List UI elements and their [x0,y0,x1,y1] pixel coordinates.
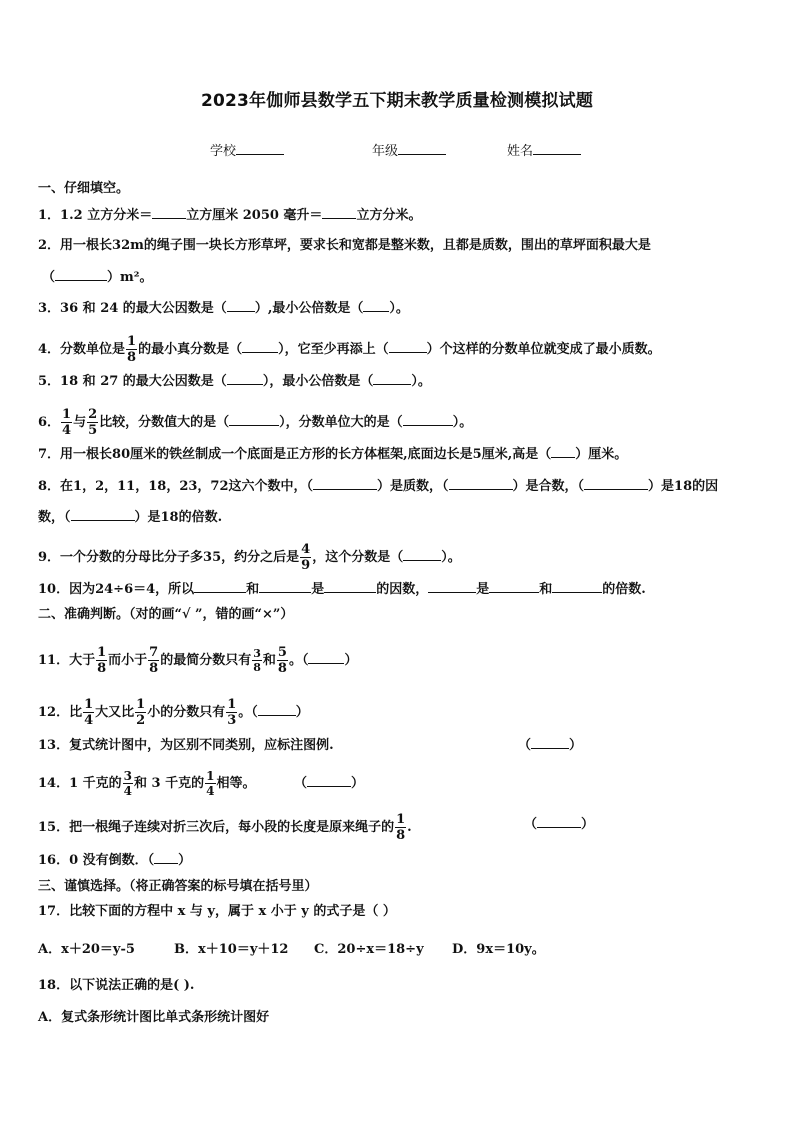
question-8-line-2 [38,508,222,528]
q11-text-b: 而小于 [108,653,148,668]
q14-blank[interactable] [307,775,351,787]
name-field[interactable] [507,140,581,159]
q13-blank[interactable] [531,737,569,749]
q8-text-d: ）是18的因 [648,479,719,494]
q4-fraction: $\frac{1}{8}$ [127,334,137,365]
q11-text-d: 和 [262,653,276,668]
question-9 [38,543,461,572]
grade-blank[interactable] [398,143,446,155]
q11-text-f: ） [344,653,358,668]
q4-blank-1[interactable] [242,341,278,353]
q6-text-c: 比较，分数值大的是（ [99,415,230,430]
q16-blank[interactable] [154,852,178,864]
question-4 [38,335,661,364]
q3-text-a: 3．36 和 24 的最大公因数是（ [38,301,227,316]
school-label: 学校 [210,144,237,159]
q1-blank-2[interactable] [322,207,356,219]
question-8-line-1 [38,477,718,497]
q4-text-a: 4．分数单位是 [38,342,126,357]
name-blank[interactable] [533,143,581,155]
question-6 [38,408,472,437]
q14-answer[interactable]: （ ） [294,776,365,791]
question-18: 18．以下说法正确的是( ). [38,978,195,993]
q9-blank[interactable] [403,549,441,561]
question-3 [38,299,409,319]
q14-fraction-2: $\frac{1}{4}$ [206,769,215,798]
q6-fraction-2: $\frac{2}{5}$ [88,407,98,438]
question-7 [38,445,627,465]
q13-answer[interactable]: （ ） [518,738,583,753]
q12-text-a: 12．比 [38,705,83,720]
q5-text-b: ），最小公倍数是（ [262,374,374,389]
q6-text-d: ），分数单位大的是（ [279,415,403,430]
q9-text-a: 9．一个分数的分母比分子多35，约分之后是 [38,550,300,565]
q4-text-c: ），它至少再添上（ [278,342,389,357]
q8-blank-4[interactable] [71,509,135,521]
q5-text-c: ）。 [411,374,431,389]
section-2-heading: 二、准确判断。（对的画“√ ”，错的画“×”） [38,607,294,622]
q8-blank-1[interactable] [313,478,377,490]
q10-blank-3[interactable] [324,581,376,593]
q1-text-a: 1．1.2 立方分米＝ [38,208,153,223]
q9-text-b: ，这个分数是（ [312,550,404,565]
q14-text-b: 和 3 千克的 [134,776,205,791]
q6-blank-2[interactable] [403,414,453,426]
q10-blank-5[interactable] [489,581,539,593]
q9-text-c: ）。 [441,550,461,565]
q17-option-c[interactable]: C．20÷x＝18÷y [314,942,424,957]
q7-text-a: 7．用一根长80厘米的铁丝制成一个底面是正方形的长方体框架,底面边长是5厘米,高是（ [38,447,552,462]
q11-blank[interactable] [308,652,344,664]
q11-fraction-4: $\frac{5}{8}$ [277,645,287,676]
q11-fraction-1: $\frac{1}{8}$ [97,645,107,676]
q17-option-a[interactable]: A．x＋20＝y-5 [38,942,135,957]
q14-text-a: 14．1 千克的 [38,776,122,791]
q6-text-e: ）。 [452,415,473,430]
q11-fraction-3: $\frac{3}{8}$ [253,647,261,674]
q10-text-f: 和 [539,582,553,597]
q7-text-b: ）厘米。 [575,447,628,462]
q1-blank-1[interactable] [152,207,186,219]
q4-blank-2[interactable] [389,341,427,353]
q10-blank-1[interactable] [194,581,246,593]
school-field[interactable] [210,140,284,159]
q12-fraction-2: $\frac{1}{2}$ [136,697,146,728]
q12-text-d: 。（ [238,705,258,720]
school-blank[interactable] [236,143,284,155]
q15-text-a: 15．把一根绳子连续对折三次后，每小段的长度是原来绳子的 [38,820,395,835]
question-16 [38,851,191,871]
q18-option-a[interactable]: A．复式条形统计图比单式条形统计图好 [38,1010,270,1025]
q11-text-a: 11．大于 [38,653,96,668]
q8-text-b: ）是质数，（ [377,479,449,494]
q3-text-b: ）,最小公倍数是（ [254,301,364,316]
q11-fraction-2: $\frac{7}{8}$ [149,645,159,676]
q8-blank-3[interactable] [584,478,648,490]
q8-text-f: ）是18的倍数. [134,510,223,525]
q10-text-a: 10．因为24÷6＝4，所以 [38,582,195,597]
q15-text-b: . [407,820,412,835]
q3-blank-2[interactable] [363,300,389,312]
q1-text-b: 立方厘米 2050 毫升＝ [186,208,323,223]
q5-blank-1[interactable] [227,373,263,385]
q4-text-d: ）个这样的分数单位就变成了最小质数。 [426,342,661,357]
q8-text-e: 数，（ [38,510,71,525]
name-label: 姓名 [507,144,534,159]
q12-text-c: 小的分数只有 [147,705,226,720]
q4-text-b: 的最小真分数是（ [138,342,243,357]
question-2-line-1: 2．用一根长32m的绳子围一块长方形草坪，要求长和宽都是整米数，且都是质数，围出的草坪面积最大是 [38,238,651,253]
q10-text-d: 的因数， [376,582,429,597]
question-11 [38,646,357,675]
q3-blank-1[interactable] [227,300,255,312]
question-5 [38,372,431,392]
q16-text-a: 16．0 没有倒数．（ [38,853,155,868]
q15-answer[interactable]: （ ） [524,817,595,832]
q5-blank-2[interactable] [373,373,411,385]
q2-blank[interactable] [55,269,107,281]
q9-fraction: $\frac{4}{9}$ [301,542,311,573]
q8-blank-2[interactable] [449,478,513,490]
grade-label: 年级 [372,144,399,159]
q6-fraction-1: $\frac{1}{4}$ [62,407,72,438]
q6-text-a: 6． [38,415,61,430]
q12-blank[interactable] [258,704,296,716]
q14-text-c: 相等。 [216,776,256,791]
q12-fraction-3: $\frac{1}{3}$ [227,697,237,728]
q11-text-e: 。（ [288,653,309,668]
q11-text-c: 的最简分数只有 [160,653,252,668]
q12-text-b: 大又比 [95,705,135,720]
section-1-heading: 一、仔细填空。 [38,181,130,196]
q12-fraction-1: $\frac{1}{4}$ [84,697,94,728]
q1-text-c: 立方分米。 [356,208,422,223]
q2-close: ）m²。 [107,270,153,285]
page-title: 2023年伽师县数学五下期末教学质量检测模拟试题 [200,91,594,111]
q10-blank-2[interactable] [259,581,311,593]
question-12 [38,698,309,727]
q15-fraction: $\frac{1}{8}$ [396,812,406,843]
question-10 [38,580,646,600]
question-13: 13．复式统计图中，为区别不同类别，应标注图例. [38,738,334,753]
q3-text-c: ）。 [389,301,409,316]
q7-blank[interactable] [551,446,575,458]
q14-fraction-1: $\frac{3}{4}$ [123,769,133,798]
q15-blank[interactable] [537,816,581,828]
q6-text-b: 与 [73,415,87,430]
section-3-heading: 三、谨慎选择。（将正确答案的标号填在括号里） [38,879,318,894]
q17-option-b[interactable]: B．x＋10＝y＋12 [174,942,289,957]
q6-blank-1[interactable] [229,414,279,426]
question-1 [38,206,421,226]
q5-text-a: 5．18 和 27 的最大公因数是（ [38,374,227,389]
question-17: 17．比较下面的方程中 x 与 y，属于 x 小于 y 的式子是（ ） [38,904,396,919]
q10-text-e: 是 [476,582,490,597]
grade-field[interactable] [372,140,446,159]
q8-text-c: ）是合数，（ [512,479,585,494]
q8-text-a: 8．在1，2，11，18，23，72这六个数中，（ [38,479,313,494]
q10-blank-6[interactable] [552,581,602,593]
q12-text-e: ） [295,705,309,720]
q10-blank-4[interactable] [428,581,476,593]
q10-text-c: 是 [311,582,325,597]
question-2-line-2 [42,268,152,288]
q10-text-g: 的倍数. [602,582,646,597]
question-15 [38,813,412,842]
q10-text-b: 和 [246,582,260,597]
question-14 [38,770,256,797]
q16-text-b: ） [178,853,192,868]
q2-open: （ [42,270,56,285]
q17-option-d[interactable]: D．9x＝10y。 [452,942,545,957]
